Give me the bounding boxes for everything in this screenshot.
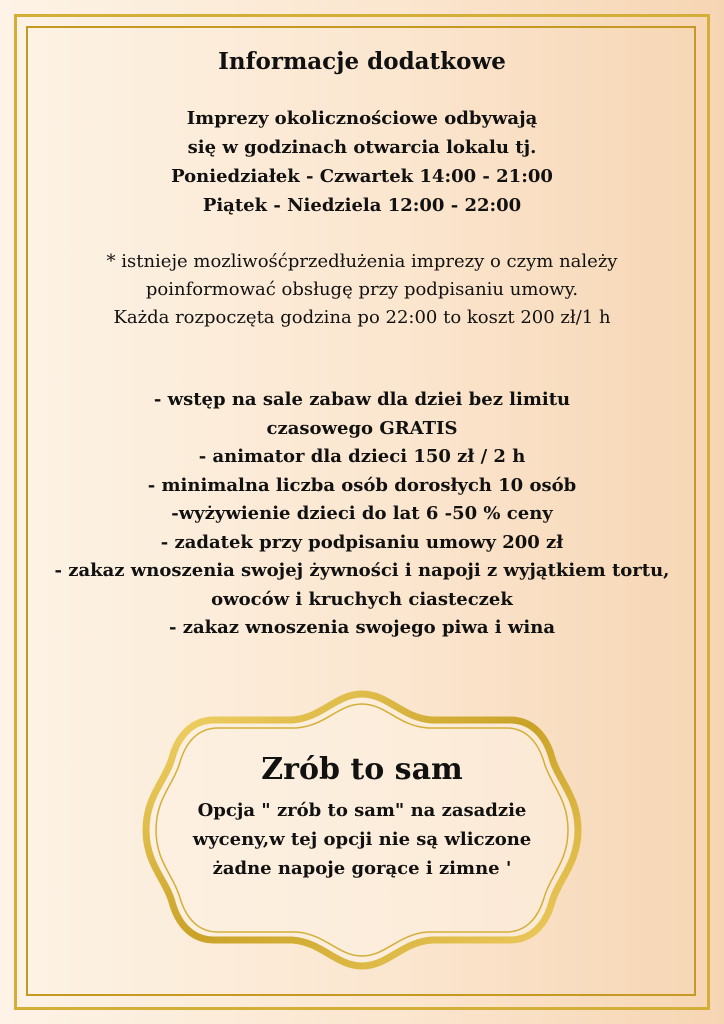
rule-line: - animator dla dzieci 150 zł / 2 h	[198, 446, 526, 467]
rules-list	[0, 386, 724, 643]
note-line: poinformować obsługę przy podpisaniu umowy.	[145, 279, 579, 300]
diy-title: Zrób to sam	[261, 752, 463, 787]
rule-line: owoców i kruchych ciasteczek	[211, 588, 513, 610]
rule-line: - zakaz wnoszenia swojej żywności i napoji z wyjątkiem tortu,	[54, 560, 670, 581]
note-line: * istnieje mozliwośćprzedłużenia imprezy o czym należy	[106, 251, 618, 272]
rule-line: czasowego GRATIS	[266, 417, 458, 439]
extension-note	[0, 248, 724, 332]
diy-line: Opcja " zrób to sam" na zasadzie	[197, 800, 527, 821]
diy-line: żadne napoje gorące i zimne '	[212, 858, 512, 879]
rule-line: - zakaz wnoszenia swojego piwa i wina	[169, 617, 555, 638]
opening-hours-block	[0, 104, 724, 220]
rule-line: - zadatek przy podpisaniu umowy 200 zł	[160, 531, 564, 553]
diy-line: wyceny,w tej opcji nie są wliczone	[192, 829, 532, 850]
hours-line: Imprezy okolicznościowe odbywają	[186, 108, 538, 129]
page-title: Informacje dodatkowe	[218, 48, 506, 75]
note-line: Każda rozpoczęta godzina po 22:00 to koszt 200 zł/1 h	[113, 307, 611, 328]
rule-line: - minimalna liczba osób dorosłych 10 osób	[147, 474, 577, 496]
hours-line: Piątek - Niedziela 12:00 - 22:00	[202, 195, 522, 216]
rule-line: -wyżywienie dzieci do lat 6 -50 % ceny	[171, 503, 553, 524]
hours-line: się w godzinach otwarcia lokalu tj.	[187, 137, 537, 158]
hours-line: Poniedziałek - Czwartek 14:00 - 21:00	[171, 166, 553, 187]
diy-description	[0, 796, 724, 883]
rule-line: - wstęp na sale zabaw dla dziei bez limitu	[153, 389, 571, 410]
